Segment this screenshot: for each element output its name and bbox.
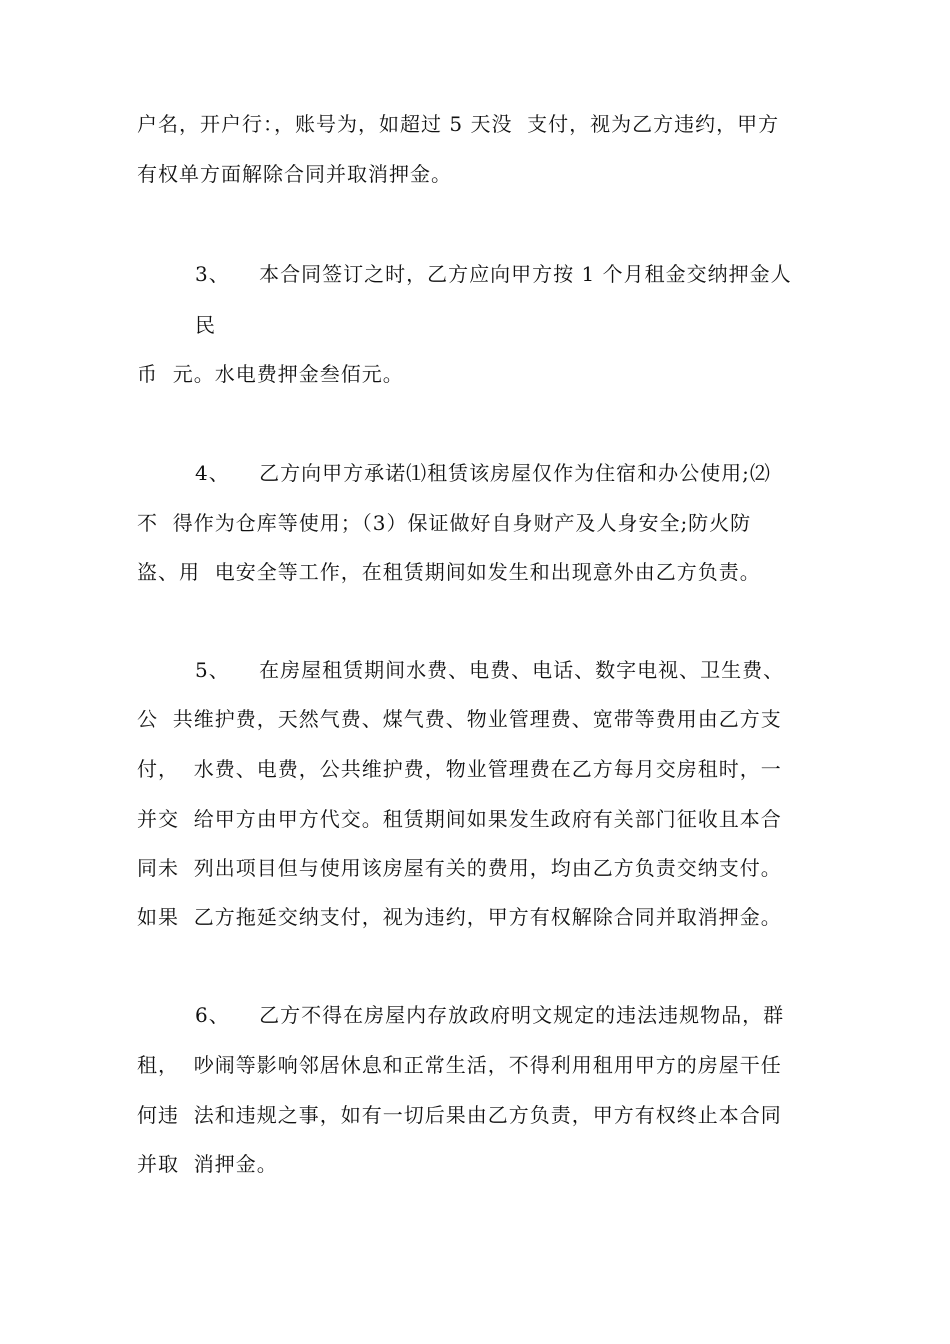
text-line: 何违 法和违规之事，如有一切后果由乙方负责，甲方有权终止本合同: [137, 1103, 782, 1127]
text-line: 盗、用 电安全等工作，在租赁期间如发生和出现意外由乙方负责。: [137, 560, 761, 584]
text-line: 并交 给甲方由甲方代交。租赁期间如果发生政府有关部门征收且本合: [137, 807, 782, 831]
clause-5-line: 5、 在房屋租赁期间水费、电费、电话、数字电视、卫生费、: [195, 658, 785, 682]
clause-4-line: 4、 乙方向甲方承诺⑴租赁该房屋仅作为住宿和办公使用;⑵: [195, 461, 771, 485]
text-line: 并取 消押金。: [137, 1152, 278, 1176]
text-line: 公 共维护费，天然气费、煤气费、物业管理费、宽带等费用由乙方支: [137, 707, 782, 731]
text-line: 租， 吵闹等影响邻居休息和正常生活，不得利用租用甲方的房屋干任: [137, 1053, 782, 1077]
text-line: 币 元。水电费押金叁佰元。: [137, 362, 404, 386]
text-line: 付， 水费、电费，公共维护费，物业管理费在乙方每月交房租时，一: [137, 757, 782, 781]
text-line: 户名，开户行：，账号为，如超过 5 天没 支付，视为乙方违约，甲方: [137, 112, 780, 136]
text-line: 同未 列出项目但与使用该房屋有关的费用，均由乙方负责交纳支付。: [137, 856, 782, 880]
text-line: 有权单方面解除合同并取消押金。: [137, 162, 452, 186]
clause-6-line: 6、 乙方不得在房屋内存放政府明文规定的违法违规物品，群: [195, 1003, 785, 1027]
clause-3-line: 3、 本合同签订之时，乙方应向甲方按 1 个月租金交纳押金人: [195, 262, 792, 286]
text-line: 民: [195, 313, 216, 337]
text-line: 不 得作为仓库等使用；（3）保证做好自身财产及人身安全;防火防: [137, 511, 752, 535]
text-line: 如果 乙方拖延交纳支付，视为违约，甲方有权解除合同并取消押金。: [137, 905, 782, 929]
